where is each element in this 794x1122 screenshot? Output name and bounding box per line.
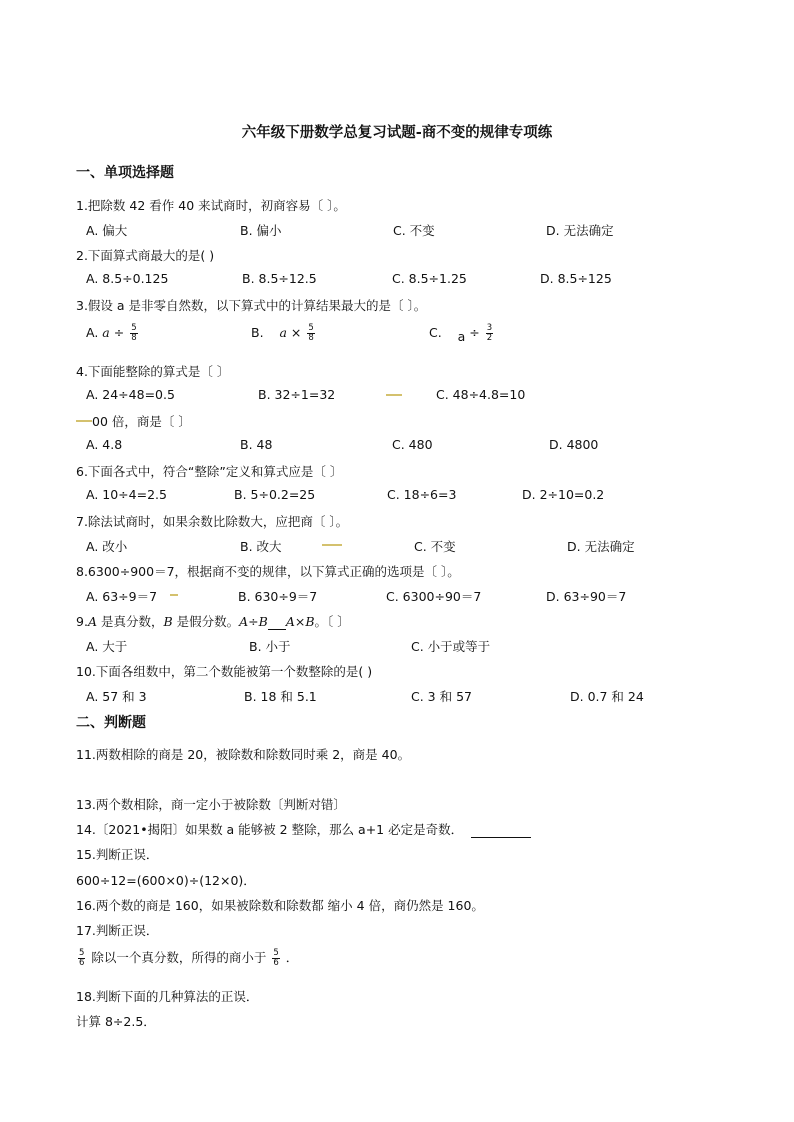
question-1-option-b: B. 偏小: [240, 223, 282, 238]
question-8-option-a: A. 63÷9＝7: [86, 589, 158, 604]
question-7-option-a: A. 改小: [86, 539, 128, 554]
fraction: $\frac{5}{8}$: [308, 323, 314, 343]
question-17-body: $\frac{5}{6}$ 除以一个真分数，所得的商小于 $\frac{5}{6}$ ．: [79, 948, 299, 968]
question-10-option-c: C. 3 和 57: [411, 689, 472, 704]
question-14: 14.〔2021•揭阳〕如果数 a 能够被 2 整除，那么 a+1 必定是奇数．: [76, 820, 531, 838]
question-10-option-b: B. 18 和 5.1: [244, 689, 317, 704]
highlight-mark: [170, 594, 178, 596]
question-2-option-c: C. 8.5÷1.25: [392, 271, 467, 286]
question-4-option-c: C. 48÷4.8=10: [436, 387, 526, 402]
question-9-option-a: A. 大于: [86, 639, 128, 654]
question-13: 13.两个数相除，商一定小于被除数〔判断对错〕: [76, 797, 346, 812]
fraction: $\frac{5}{6}$: [79, 948, 85, 968]
question-5-option-d: D. 4800: [549, 437, 599, 452]
question-10-option-d: D. 0.7 和 24: [570, 689, 644, 704]
question-6-option-b: B. 5÷0.2=25: [234, 487, 316, 502]
highlight-mark: [76, 420, 92, 422]
fraction: $\frac{5}{6}$: [273, 948, 279, 968]
question-9-option-b: B. 小于: [249, 639, 291, 654]
question-10-option-a: A. 57 和 3: [86, 689, 147, 704]
question-6-option-d: D. 2÷10=0.2: [522, 487, 605, 502]
question-18-expression: 计算 8÷2.5．: [76, 1014, 156, 1029]
highlight-mark: [322, 544, 342, 546]
question-8-option-d: D. 63÷90＝7: [546, 589, 627, 604]
question-5-stem: 00 倍，商是〔 〕: [92, 414, 191, 429]
question-3-option-b: B. a × $\frac{5}{8}$: [251, 323, 314, 343]
question-11: 11.两数相除的商是 20，被除数和除数同时乘 2，商是 40。: [76, 747, 411, 762]
highlight-mark: [386, 394, 402, 396]
question-2-option-b: B. 8.5÷12.5: [242, 271, 317, 286]
question-1-option-d: D. 无法确定: [546, 223, 614, 238]
question-2-stem: 2.下面算式商最大的是( ): [76, 248, 215, 263]
question-8-stem: 8.6300÷900＝7，根据商不变的规律，以下算式正确的选项是〔 〕。: [76, 564, 460, 579]
question-1-stem: 1.把除数 42 看作 40 来试商时，初商容易〔 〕。: [76, 198, 346, 213]
question-7-option-c: C. 不变: [414, 539, 456, 554]
fraction: $\frac{5}{8}$: [131, 323, 137, 343]
question-2-option-d: D. 8.5÷125: [540, 271, 612, 286]
question-8-option-b: B. 630÷9＝7: [238, 589, 318, 604]
question-8-option-c: C. 6300÷90＝7: [386, 589, 482, 604]
question-5-option-c: C. 480: [392, 437, 433, 452]
question-3-option-c: C. a ÷ $\frac{3}{2}$: [429, 323, 493, 344]
question-10-stem: 10.下面各组数中，第二个数能被第一个数整除的是( ): [76, 664, 373, 679]
question-4-option-b: B. 32÷1=32: [258, 387, 336, 402]
question-18-stem: 18.判断下面的几种算法的正误．: [76, 989, 259, 1004]
question-6-option-c: C. 18÷6=3: [387, 487, 457, 502]
section-heading-choice: 一、单项选择题: [76, 165, 174, 181]
question-17-stem: 17.判断正误．: [76, 923, 159, 938]
question-15-expression: 600÷12=(600×0)÷(12×0)．: [76, 873, 256, 888]
question-6-option-a: A. 10÷4=2.5: [86, 487, 167, 502]
question-3-stem: 3.假设 a 是非零自然数，以下算式中的计算结果最大的是〔 〕。: [76, 298, 427, 313]
question-1-option-a: A. 偏大: [86, 223, 128, 238]
question-1-option-c: C. 不变: [393, 223, 435, 238]
question-2-option-a: A. 8.5÷0.125: [86, 271, 169, 286]
fraction: $\frac{3}{2}$: [486, 323, 493, 343]
question-6-stem: 6.下面各式中，符合“整除”定义和算式应是〔 〕: [76, 464, 343, 479]
question-9-stem: 9.A 是真分数，B 是假分数。A÷B A×B。〔 〕: [76, 614, 350, 629]
question-3-option-a: A. a ÷ $\frac{5}{8}$: [86, 323, 137, 343]
question-16: 16.两个数的商是 160，如果被除数和除数都 缩小 4 倍，商仍然是 160。: [76, 898, 484, 913]
question-7-option-d: D. 无法确定: [567, 539, 635, 554]
section-heading-judge: 二、判断题: [76, 715, 146, 731]
question-5-option-a: A. 4.8: [86, 437, 123, 452]
question-4-stem: 4.下面能整除的算式是〔 〕: [76, 364, 230, 379]
question-4-option-a: A. 24÷48=0.5: [86, 387, 175, 402]
question-7-stem: 7.除法试商时，如果余数比除数大，应把商〔 〕。: [76, 514, 349, 529]
question-9-option-c: C. 小于或等于: [411, 639, 491, 654]
page-title: 六年级下册数学总复习试题-商不变的规律专项练: [241, 125, 553, 141]
question-15-stem: 15.判断正误．: [76, 847, 159, 862]
question-7-option-b: B. 改大: [240, 539, 282, 554]
question-5-option-b: B. 48: [240, 437, 273, 452]
answer-blank: [471, 825, 531, 838]
